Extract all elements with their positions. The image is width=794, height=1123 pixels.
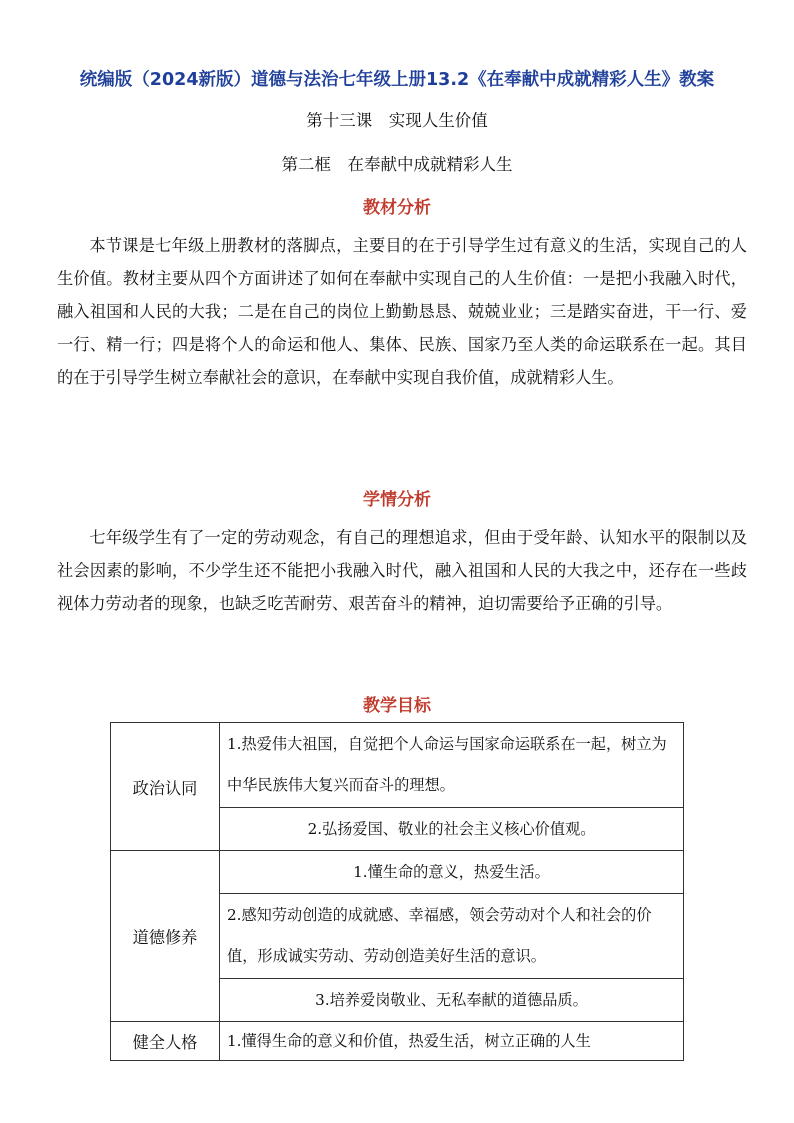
goal-item-cell: 2.弘扬爱国、敬业的社会主义核心价值观。 [220, 808, 684, 851]
section-heading-goals: 教学目标 [363, 696, 431, 716]
table-row [111, 851, 684, 894]
frame-title: 第二框 在奉献中成就精彩人生 [281, 155, 513, 174]
table-row [111, 1022, 684, 1061]
teaching-goals-table [110, 722, 684, 1061]
goal-item-cell: 1.热爱伟大祖国，自觉把个人命运与国家命运联系在一起，树立为中华民族伟大复兴而奋斗的理想。 [220, 723, 684, 808]
goal-category-cell: 健全人格 [111, 1022, 220, 1061]
goal-category-cell: 道德修养 [111, 851, 220, 1022]
goal-item-cell: 1.懂得生命的意义和价值，热爱生活，树立正确的人生 [220, 1022, 684, 1061]
goal-item-cell: 1.懂生命的意义，热爱生活。 [220, 851, 684, 894]
table-row [111, 723, 684, 808]
section-heading-textbook: 教材分析 [363, 198, 431, 218]
lesson-title: 第十三课 实现人生价值 [306, 111, 488, 130]
section-heading-students: 学情分析 [363, 490, 431, 510]
document-title: 统编版（2024新版）道德与法治七年级上册13.2《在奉献中成就精彩人生》教案 [79, 70, 715, 90]
student-analysis-paragraph: 七年级学生有了一定的劳动观念，有自己的理想追求，但由于受年龄、认知水平的限制以及社会因素的影响，不少学生还不能把小我融入时代，融入祖国和人民的大我之中，还存在一些歧视体力劳动者的现象，也缺乏吃苦耐劳、艰苦奋斗的精神，迫切需要给予正确的引导。 [57, 528, 747, 613]
textbook-analysis-paragraph: 本节课是七年级上册教材的落脚点，主要目的在于引导学生过有意义的生活，实现自己的人生价值。教材主要从四个方面讲述了如何在奉献中实现自己的人生价值：一是把小我融入时代，融入祖国和人民的大我；二是在自己的岗位上勤勤恳恳、兢兢业业；三是踏实奋进，干一行、爱一行、精一行；四是将个人的命运和他人、集体、民族、国家乃至人类的命运联系在一起。其目的在于引导学生树立奉献社会的意识，在奉献中实现自我价值，成就精彩人生。 [57, 236, 747, 387]
goal-item-cell: 3.培养爱岗敬业、无私奉献的道德品质。 [220, 979, 684, 1022]
goal-item-cell: 2.感知劳动创造的成就感、幸福感，领会劳动对个人和社会的价值，形成诚实劳动、劳动创造美好生活的意识。 [220, 894, 684, 979]
goal-category-cell: 政治认同 [111, 723, 220, 851]
